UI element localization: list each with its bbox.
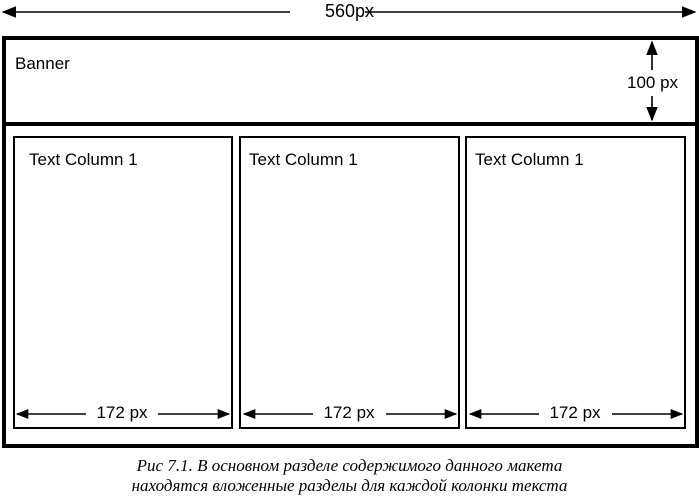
caption-line-1: Рис 7.1. В основном разделе содержимого данного макета xyxy=(136,456,563,475)
column-3-width-label: 172 px xyxy=(545,403,604,423)
text-column-1 xyxy=(13,136,233,429)
total-width-label xyxy=(0,1,699,22)
banner-region xyxy=(2,36,691,122)
banner-height-label: 100 px xyxy=(627,73,679,92)
text-column-2 xyxy=(239,136,460,429)
figure-caption xyxy=(0,456,699,496)
column-1-width-label: 172 px xyxy=(92,403,151,423)
banner-label: Banner xyxy=(15,54,70,73)
text-column-3 xyxy=(465,136,686,429)
column-title: Text Column 1 xyxy=(249,150,358,169)
caption-line-2: находятся вложенные разделы для каждой колонки текста xyxy=(131,476,568,495)
column-2-width-label: 172 px xyxy=(319,403,378,423)
column-title: Text Column 1 xyxy=(29,150,138,169)
banner-content-divider xyxy=(2,122,695,126)
total-width-text: 560px xyxy=(319,1,380,21)
column-title: Text Column 1 xyxy=(475,150,584,169)
